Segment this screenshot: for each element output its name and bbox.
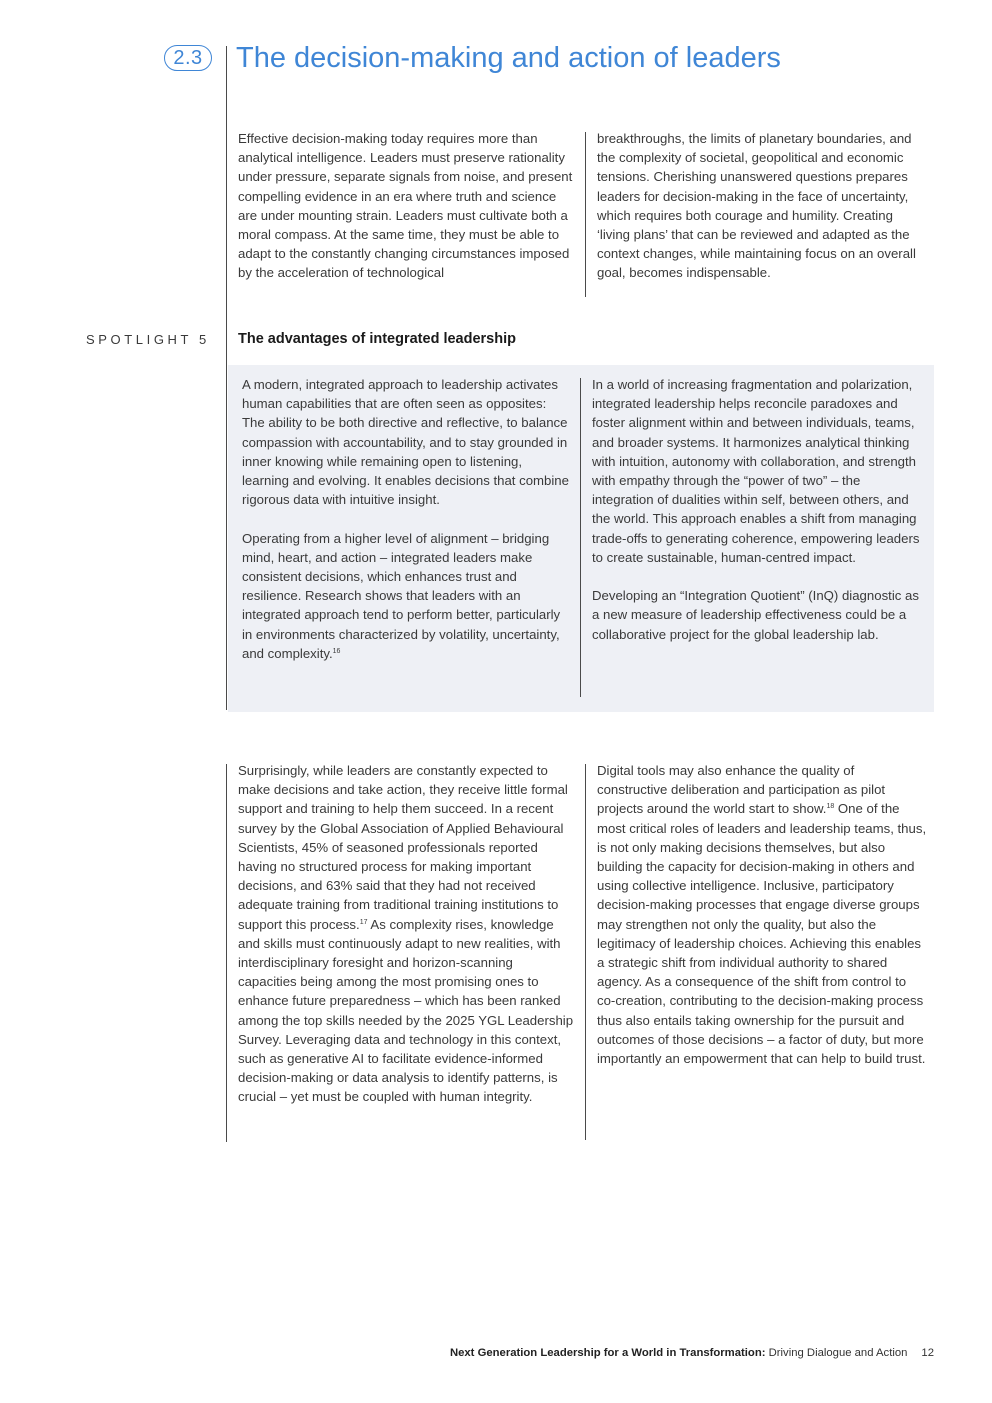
spotlight-right-column xyxy=(592,375,922,644)
section-header-divider xyxy=(226,46,227,710)
page-footer xyxy=(450,1347,934,1359)
spotlight-right-paragraph-2: Developing an “Integration Quotient” (InQ) diagnostic as a new measure of leadership effectiveness could be a collaborative project for the global leadership lab. xyxy=(592,588,919,642)
body-right-column xyxy=(597,761,927,1068)
spotlight-right-paragraph-1: In a world of increasing fragmentation and polarization, integrated leadership helps reconcile paradoxes and foster alignment within and between individuals, teams, and broader systems. It harmonizes analytical thinking with intuition, autonomy with collaboration, and strength with empathy through the “power of two” – the integration of dualities within self, between others, and the world. This approach enables a shift from managing trade-offs to generating coherence, empowering leaders to create sustainable, human-centred impact. xyxy=(592,377,920,565)
body-right-text-a: Digital tools may also enhance the quality of constructive deliberation and participation as pilot projects around the world start to show. xyxy=(597,763,886,817)
footnote-ref-16[interactable]: 16 xyxy=(332,647,341,655)
spotlight-left-column xyxy=(242,375,572,663)
body-right-text-b: One of the most critical roles of leaders and leadership teams, thus, is not only making decisions themselves, but also building the capacity for decision-making in others and using collective intelligence. Inclusive, participatory decision-making processes that engage diverse groups may strengthen not only the quality, but also the legitimacy of leadership choices. Achieving this enables a strategic shift from individual authority to shared agency. As a consequence of the shift from control to co-creation, contributing to the decision-making process thus also entails taking ownership for the pursuit and outcomes of those decisions – a factor of duty, but more importantly an empowerment that can help to build trust. xyxy=(597,801,927,1067)
body-left-column xyxy=(238,761,574,1107)
footnote-ref-17[interactable]: 17 xyxy=(359,918,368,926)
intro-right-column xyxy=(597,129,929,283)
section-number-badge: 2.3 xyxy=(164,45,212,71)
intro-left-paragraph: Effective decision-making today requires more than analytical intelligence. Leaders must preserve rationality under pressure, separate signals from noise, and present compelling evidence in an era where truth and science are under mounting strain. Leaders must cultivate both a moral compass. At the same time, they must be able to adapt to the constantly changing circumstances imposed by the acceleration of technological xyxy=(238,131,573,281)
spotlight-label: SPOTLIGHT 5 xyxy=(86,332,210,347)
intro-column-divider xyxy=(585,132,586,297)
footer-report-title: Next Generation Leadership for a World in Transformation: xyxy=(449,1347,766,1359)
footer-report-subtitle: Driving Dialogue and Action xyxy=(765,1347,908,1359)
body-left-paragraph xyxy=(238,761,574,1107)
intro-left-column xyxy=(238,129,574,283)
spotlight-title: The advantages of integrated leadership xyxy=(238,331,516,347)
footnote-ref-18[interactable]: 18 xyxy=(826,803,835,811)
body-left-text-b: As complexity rises, knowledge and skills must continuously adapt to new realities, with interdisciplinary foresight and horizon-scanning capacities being among the most promising ones to enhance future preparedness – which has been ranked among the top skills needed by the 2025 YGL Leadership Survey. Leveraging data and technology in this context, such as generative AI to facilitate evidence-informed decision-making or data analysis to identify patterns, is crucial – yet must be coupled with human integrity. xyxy=(238,916,574,1105)
body-left-text-a: Surprisingly, while leaders are constantly expected to make decisions and take action, they receive little formal support and training to help them succeed. In a recent survey by the Global Association of Applied Behavioural Scientists, 45% of seasoned professionals reported having no structured process for making important decisions, and 63% said that they had not received adequate training from traditional training institutions to support this process. xyxy=(238,763,568,932)
body-left-divider xyxy=(226,764,227,1142)
spotlight-column-divider xyxy=(580,378,581,697)
spotlight-left-paragraph-2 xyxy=(242,529,572,663)
intro-right-paragraph: breakthroughs, the limits of planetary boundaries, and the complexity of societal, geopolitical and economic tensions. Cherishing unanswered questions prepares leaders for decision-making in the face of uncertainty, which requires both courage and humility. Creating ‘living plans’ that can be reviewed and adapted as the context changes, while maintaining focus on an overall goal, becomes indispensable. xyxy=(597,131,916,281)
section-title: The decision-making and action of leaders xyxy=(236,42,781,74)
page-number: 12 xyxy=(921,1347,934,1359)
body-column-divider xyxy=(585,764,586,1140)
spotlight-left-paragraph-2-text: Operating from a higher level of alignment – bridging mind, heart, and action – integrated leaders make consistent decisions, which enhances trust and resilience. Research shows that leaders with an integrated approach tend to perform better, particularly in environments characterized by volatility, uncertainty, and complexity. xyxy=(242,530,561,661)
spotlight-left-paragraph-1: A modern, integrated approach to leadership activates human capabilities that are often seen as opposites: The ability to be both directive and reflective, to balance compassion with accountability, and to stay grounded in inner knowing while remaining open to listening, learning and evolving. It enables decisions that combine rigorous data with intuitive insight. xyxy=(242,377,569,508)
body-right-paragraph xyxy=(597,761,927,1068)
